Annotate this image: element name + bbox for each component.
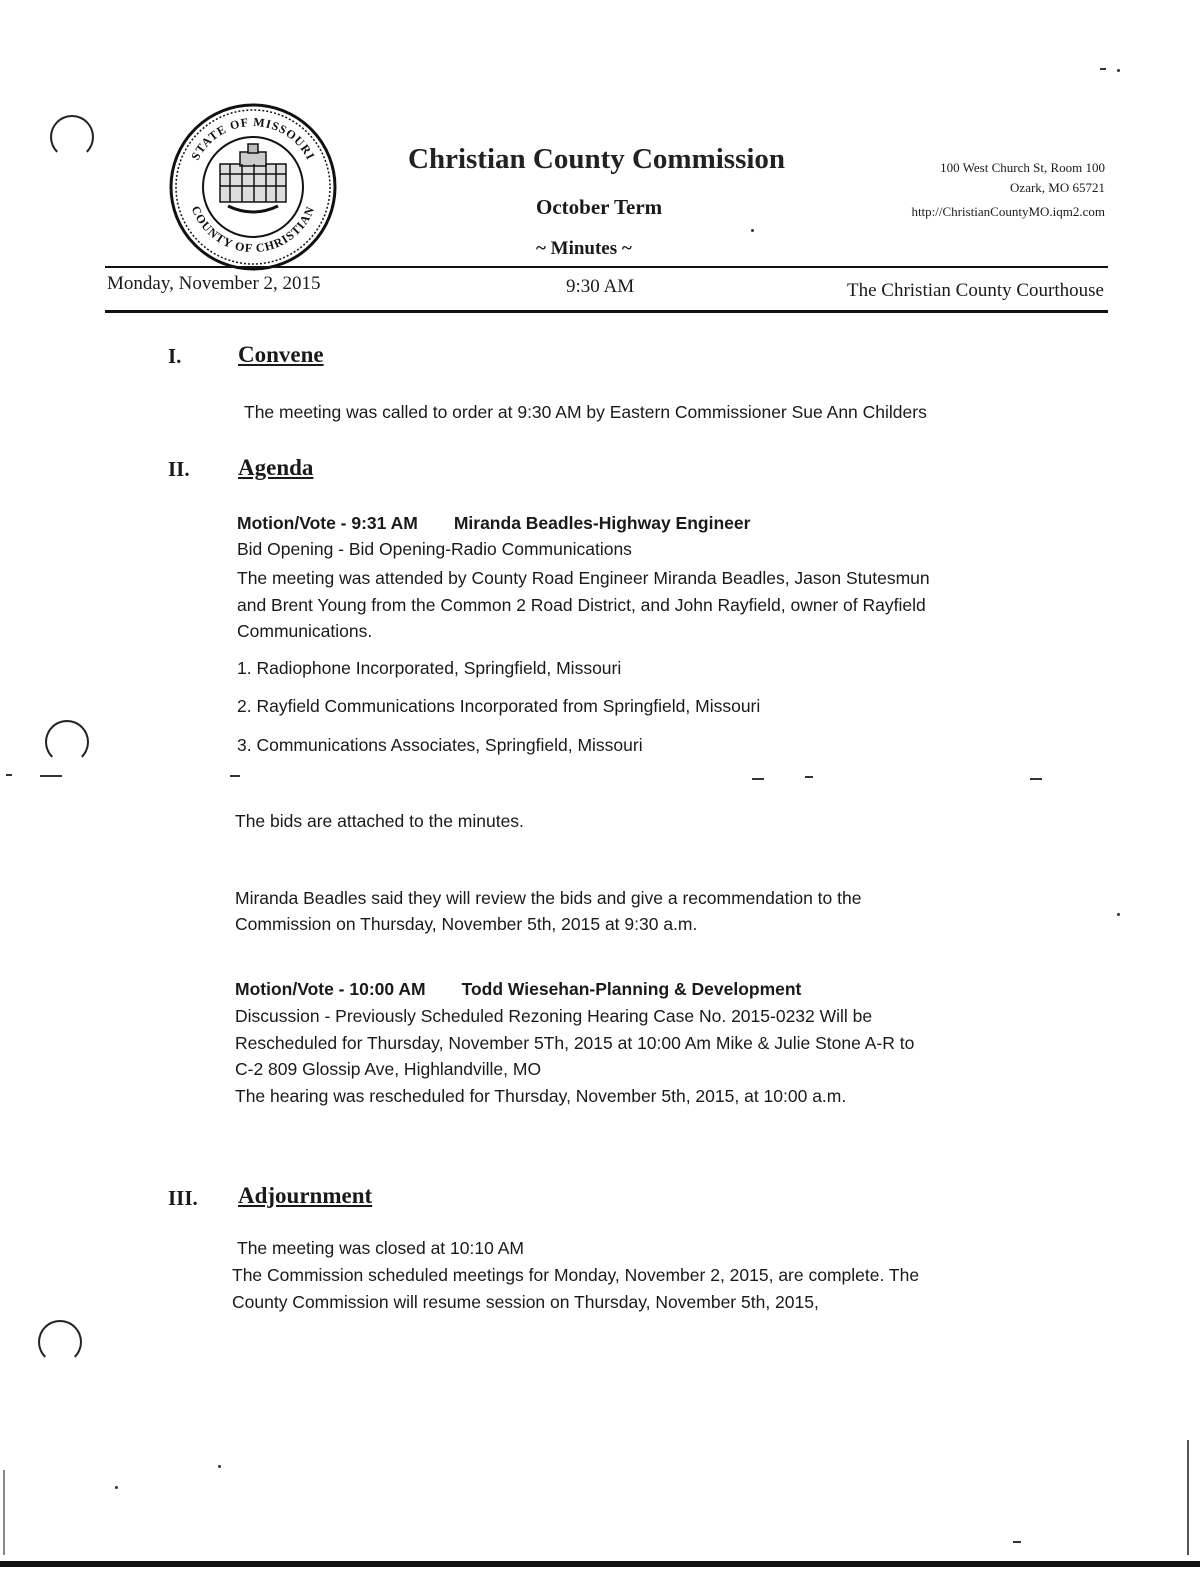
agenda-item-2-line-1: Discussion - Previously Scheduled Rezoning Hearing Case No. 2015-0232 Will be: [235, 1006, 873, 1026]
commission-title: Christian County Commission: [408, 143, 786, 175]
agenda-item-2-line-3: C-2 809 Glossip Ave, Highlandville, MO: [235, 1059, 542, 1079]
agenda-item-1-motion: Motion/Vote - 9:31 AM: [237, 513, 418, 533]
svg-text:COUNTY OF CHRISTIAN: COUNTY OF CHRISTIAN: [188, 203, 318, 256]
section-number-convene: I.: [168, 344, 182, 368]
adjournment-line-3: County Commission will resume session on Thursday, November 5th, 2015,: [232, 1292, 819, 1312]
header-divider-bottom: [105, 310, 1108, 313]
adjournment-line-1: The meeting was closed at 10:10 AM: [237, 1238, 524, 1258]
scan-mark: [230, 775, 240, 777]
scan-mark: [115, 1486, 118, 1489]
review-line-2: Commission on Thursday, November 5th, 2015 at 9:30 a.m.: [235, 914, 698, 934]
scan-bottom-edge: [0, 1561, 1200, 1567]
minutes-label: ~ Minutes ~: [536, 238, 632, 259]
header-divider-top: [105, 266, 1108, 268]
address-line-2: Ozark, MO 65721: [1010, 180, 1105, 195]
courthouse-icon: [220, 144, 286, 212]
scan-mark: [218, 1465, 221, 1468]
section-number-agenda: II.: [168, 457, 190, 481]
scan-mark: [1030, 778, 1042, 780]
convene-text: The meeting was called to order at 9:30 AM by Eastern Commissioner Sue Ann Childers: [244, 402, 927, 422]
scan-mark: [1117, 913, 1120, 916]
scan-mark: [1117, 69, 1120, 72]
agenda-item-1-presenter: Miranda Beadles-Highway Engineer: [453, 513, 751, 533]
scan-edge-mark: [1187, 1440, 1189, 1555]
term-label: October Term: [536, 195, 663, 219]
adjournment-line-2: The Commission scheduled meetings for Monday, November 2, 2015, are complete. The: [232, 1265, 920, 1285]
scan-edge-mark: [3, 1470, 5, 1555]
agenda-item-1-line-1: Bid Opening - Bid Opening-Radio Communications: [237, 539, 632, 559]
scan-mark: [40, 775, 62, 777]
agenda-item-2-presenter: Todd Wiesehan-Planning & Development: [461, 979, 802, 999]
county-seal: [168, 102, 338, 272]
scan-mark: [6, 774, 12, 776]
scan-mark: [752, 778, 764, 780]
agenda-item-1-header: [237, 511, 750, 536]
scan-mark: [1013, 1541, 1021, 1543]
bid-list-item: 1. Radiophone Incorporated, Springfield, Missouri: [237, 658, 622, 678]
svg-text:STATE OF MISSOURI: STATE OF MISSOURI: [188, 114, 318, 163]
agenda-item-1-line-4: Communications.: [237, 621, 373, 641]
section-title-adjournment: Adjournment: [238, 1183, 373, 1208]
bids-attached-note: The bids are attached to the minutes.: [235, 811, 524, 831]
agenda-item-2-line-4: The hearing was rescheduled for Thursday, November 5th, 2015, at 10:00 a.m.: [235, 1086, 847, 1106]
agenda-item-2-header: [235, 977, 801, 1002]
bid-list-item: 3. Communications Associates, Springfield, Missouri: [237, 735, 643, 755]
meeting-date: Monday, November 2, 2015: [107, 273, 321, 294]
punch-hole-middle: [45, 720, 89, 764]
section-title-convene: Convene: [238, 342, 324, 367]
agenda-item-1-line-3: and Brent Young from the Common 2 Road District, and John Rayfield, owner of Rayfield: [237, 595, 926, 615]
agenda-item-1-line-2: The meeting was attended by County Road Engineer Miranda Beadles, Jason Stutesmun: [237, 568, 930, 588]
scan-mark: [805, 776, 813, 778]
meeting-time: 9:30 AM: [566, 276, 635, 297]
agenda-item-2-line-2: Rescheduled for Thursday, November 5Th, 2015 at 10:00 Am Mike & Julie Stone A-R to: [235, 1033, 915, 1053]
section-number-adjournment: III.: [168, 1186, 198, 1210]
address-line-1: 100 West Church St, Room 100: [940, 160, 1105, 175]
agenda-item-2-motion: Motion/Vote - 10:00 AM: [235, 979, 426, 999]
website-link[interactable]: http://ChristianCountyMO.iqm2.com: [911, 204, 1105, 219]
punch-hole-top: [50, 115, 94, 159]
meeting-location: The Christian County Courthouse: [846, 280, 1104, 301]
scan-mark: [751, 229, 754, 232]
bid-list-item: 2. Rayfield Communications Incorporated from Springfield, Missouri: [237, 696, 761, 716]
scan-mark: [1100, 68, 1106, 70]
review-line-1: Miranda Beadles said they will review the bids and give a recommendation to the: [235, 888, 862, 908]
punch-hole-bottom: [38, 1320, 82, 1364]
section-title-agenda: Agenda: [238, 455, 314, 480]
